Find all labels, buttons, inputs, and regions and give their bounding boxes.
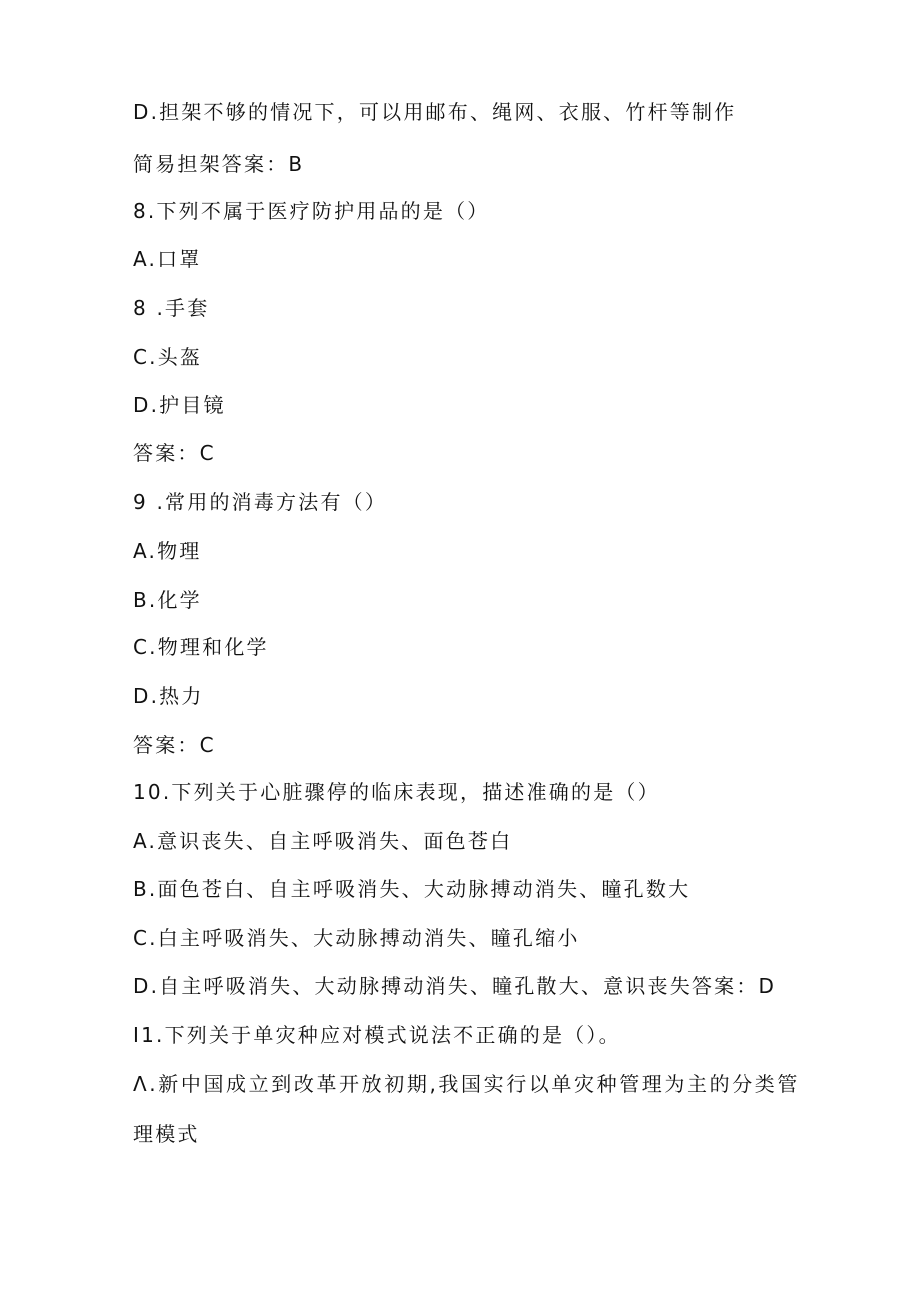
question-10-option-a: A.意识丧失、自主呼吸消失、面色苍白: [133, 829, 513, 853]
question-8-option-b: 8 .手套: [133, 296, 210, 320]
question-8-option-c: C.头盔: [133, 345, 203, 369]
question-8-answer: 答案：C: [133, 441, 216, 465]
question-11-option-a-line2: 理模式: [133, 1122, 200, 1146]
question-9-option-c: C.物理和化学: [133, 635, 269, 659]
question-10-option-d-answer: D.自主呼吸消失、大动脉搏动消失、瞳孔散大、意识丧失答案：D: [133, 974, 777, 998]
question-9: 9 .常用的消毒方法有（）: [133, 490, 388, 514]
question-10-option-b: B.面色苍白、自主呼吸消失、大动脉搏动消失、瞳孔数大: [133, 877, 691, 901]
option-d-q7-line2-answer: 简易担架答案：B: [133, 152, 305, 176]
question-8: 8.下列不属于医疗防护用品的是（）: [133, 199, 490, 223]
option-d-q7-line1: D.担架不够的情况下，可以用邮布、绳网、衣服、竹杆等制作: [133, 100, 737, 124]
question-9-answer: 答案：C: [133, 733, 216, 757]
question-8-option-d: D.护目镜: [133, 393, 226, 417]
question-9-option-b: B.化学: [133, 588, 202, 612]
question-8-option-a: A.口罩: [133, 247, 202, 271]
question-11: I1.下列关于单灾种应对模式说法不正确的是（）。: [133, 1023, 621, 1047]
question-9-option-d: D.热力: [133, 684, 204, 708]
question-10-option-c: C.白主呼吸消失、大动脉搏动消失、瞳孔缩小: [133, 926, 580, 950]
question-11-option-a-line1: Λ.新中国成立到改革开放初期,我国实行以单灾种管理为主的分类管: [133, 1072, 800, 1096]
question-9-option-a: A.物理: [133, 539, 202, 563]
question-10: 10.下列关于心脏骤停的临床表现，描述准确的是（）: [133, 780, 660, 804]
